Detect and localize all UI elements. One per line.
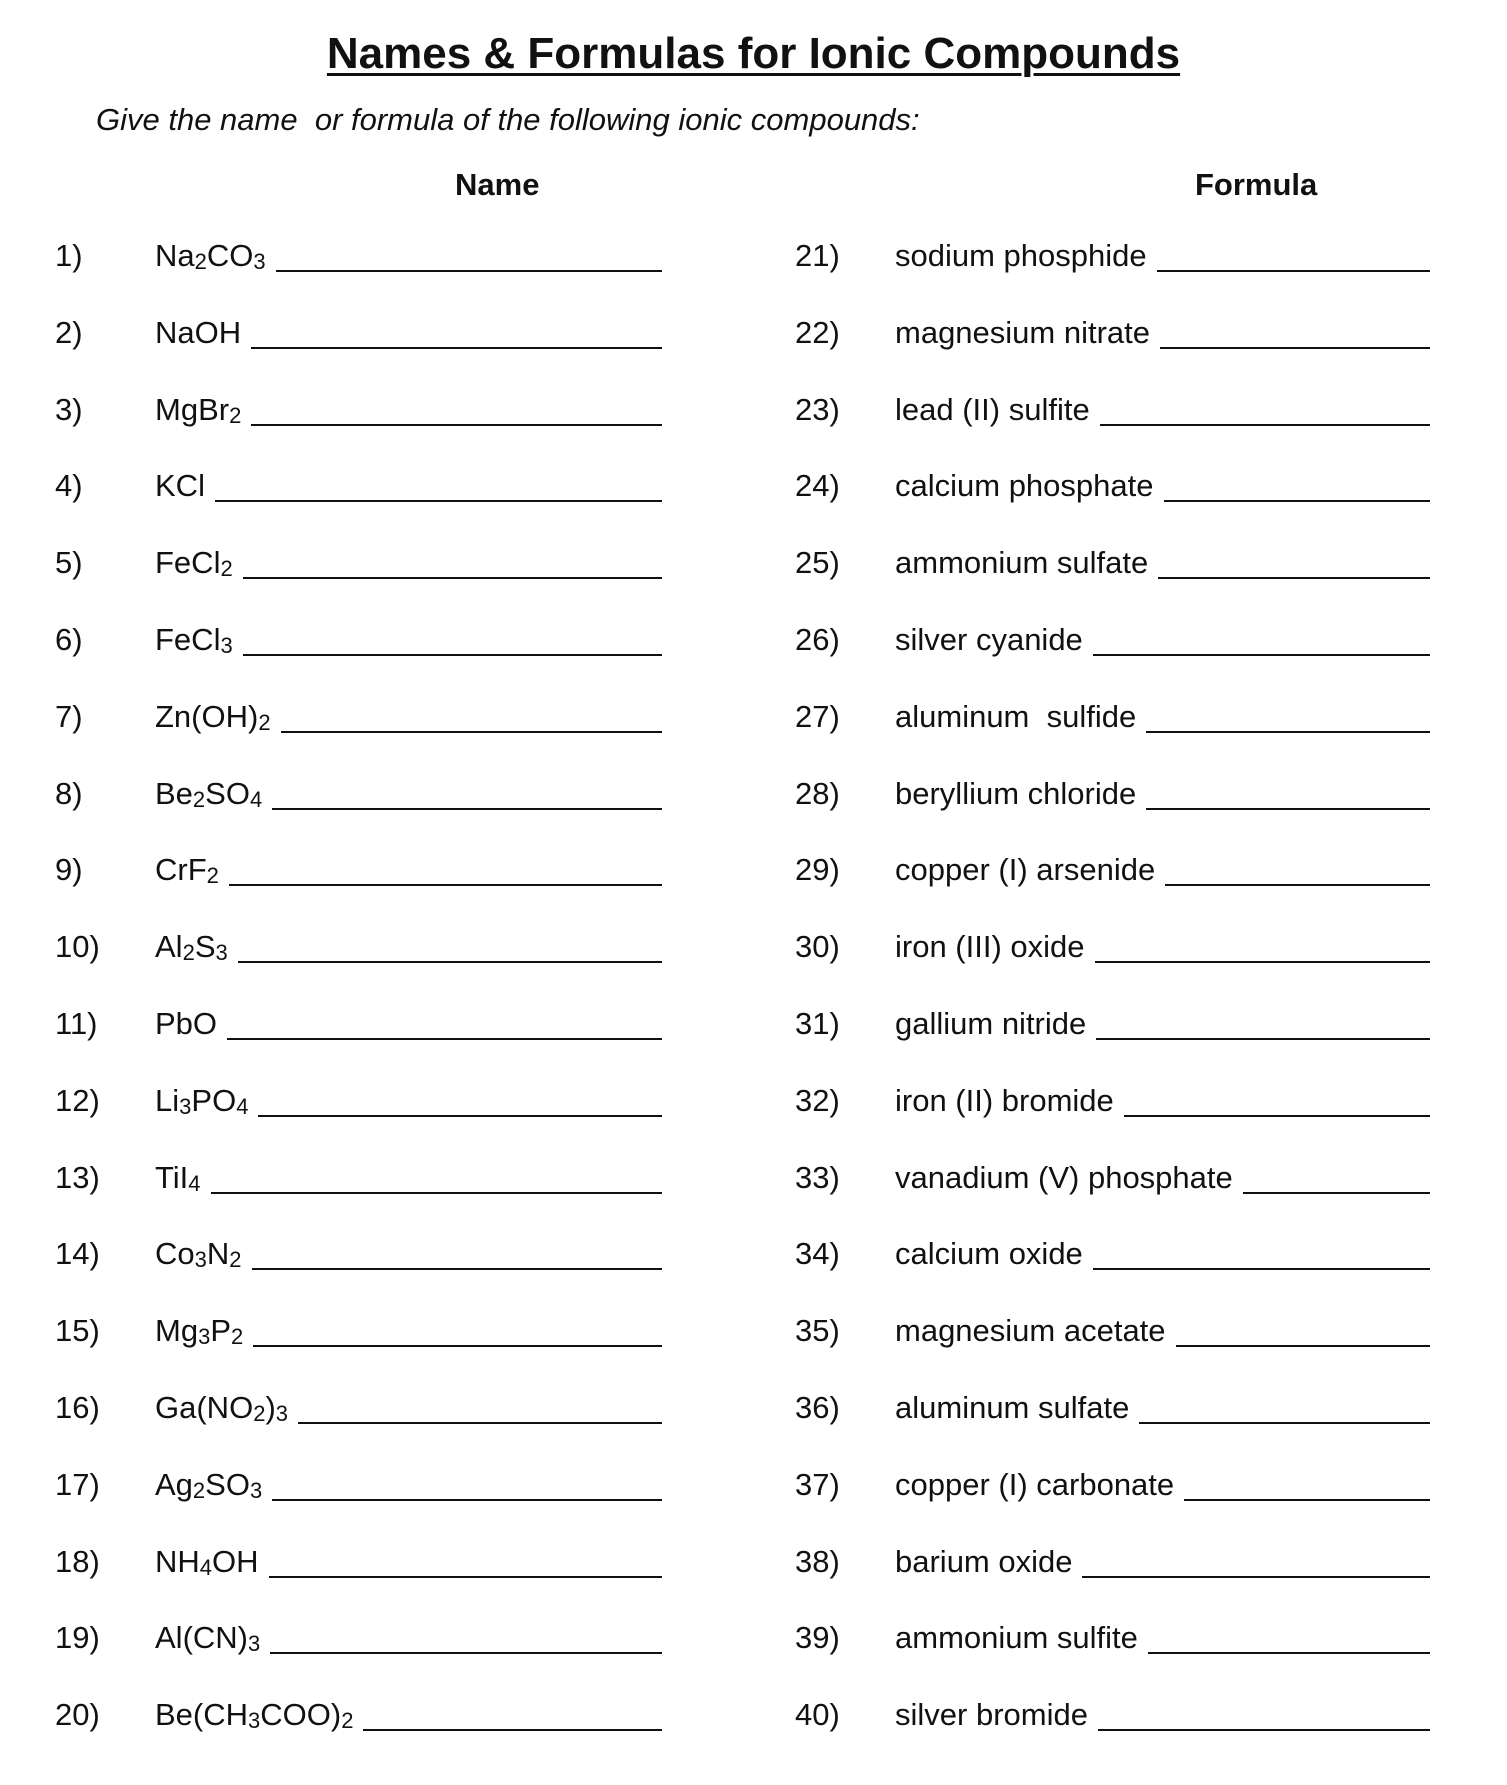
formula-part: Ga(NO — [155, 1390, 254, 1425]
formula-part: N — [206, 1236, 230, 1272]
formula-part: OH — [212, 1543, 259, 1579]
answer-blank[interactable] — [251, 311, 662, 349]
compound-name-row — [795, 614, 1430, 660]
compound-row — [55, 614, 662, 660]
compound-row — [55, 460, 662, 506]
compound-row — [55, 1536, 662, 1582]
question-number: 25) — [795, 545, 840, 581]
answer-blank[interactable] — [1164, 464, 1431, 502]
question-number: 28) — [795, 775, 840, 811]
answer-blank[interactable] — [1148, 1616, 1430, 1654]
answer-blank[interactable] — [1157, 234, 1430, 272]
compound-name: sodium phosphide — [895, 238, 1147, 273]
compound-row — [55, 384, 662, 430]
compound-name: ammonium sulfate — [895, 545, 1149, 581]
compound-name-row — [795, 384, 1430, 430]
answer-blank[interactable] — [1176, 1309, 1430, 1347]
compound-name: aluminum sulfate — [895, 1390, 1130, 1425]
question-number: 10) — [55, 929, 100, 965]
compound-name: barium oxide — [895, 1543, 1073, 1579]
answer-blank[interactable] — [276, 234, 662, 272]
formula-subscript: 3 — [198, 1324, 211, 1350]
formula-part: Mg — [155, 1313, 199, 1349]
answer-blank[interactable] — [229, 848, 662, 886]
formula-part: Al(CN) — [155, 1620, 248, 1656]
answer-blank[interactable] — [1124, 1079, 1430, 1117]
compound-row — [55, 1612, 662, 1658]
formula-column-header: Formula — [1195, 167, 1318, 202]
answer-blank[interactable] — [253, 1309, 662, 1347]
compound-name-row — [795, 998, 1430, 1044]
question-number: 2) — [55, 314, 83, 350]
answer-blank[interactable] — [363, 1693, 662, 1731]
compound-name-row — [795, 1075, 1430, 1121]
compound-row — [55, 1305, 662, 1351]
formula-part: Li — [155, 1082, 180, 1118]
question-number: 1) — [55, 238, 83, 273]
question-number: 8) — [55, 775, 83, 811]
compound-name-row — [795, 1536, 1430, 1582]
question-number: 36) — [795, 1390, 840, 1425]
compound-name-row — [795, 230, 1430, 276]
question-number: 21) — [795, 238, 840, 273]
question-number: 39) — [795, 1620, 840, 1656]
formula-part: COO) — [260, 1697, 342, 1733]
compound-name: lead (II) sulfite — [895, 391, 1090, 427]
question-number: 23) — [795, 391, 840, 427]
formula-subscript: 2 — [182, 940, 195, 966]
formula-subscript: 3 — [253, 249, 266, 274]
compound-row — [55, 1228, 662, 1274]
question-number: 27) — [795, 698, 840, 734]
answer-blank[interactable] — [1093, 618, 1430, 656]
compound-name-row — [795, 844, 1430, 890]
answer-blank[interactable] — [1146, 772, 1430, 810]
question-number: 32) — [795, 1082, 840, 1118]
chemical-formula — [155, 1081, 248, 1121]
formula-part: Na — [155, 238, 195, 273]
formula-part: Zn(OH) — [155, 698, 259, 734]
chemical-formula — [155, 774, 262, 814]
compound-name: copper (I) arsenide — [895, 852, 1156, 888]
formula-subscript: 4 — [188, 1170, 201, 1196]
question-number: 35) — [795, 1313, 840, 1349]
compound-name-row — [795, 691, 1430, 737]
compound-name: aluminum sulfide — [895, 698, 1137, 734]
answer-blank[interactable] — [272, 772, 662, 810]
formula-subscript: 2 — [220, 556, 233, 582]
formula-part: FeCl — [155, 622, 221, 657]
question-number: 26) — [795, 622, 840, 657]
answer-blank[interactable] — [298, 1386, 662, 1424]
formula-subscript: 3 — [179, 1093, 192, 1119]
formula-part: SO — [205, 775, 250, 811]
answer-blank[interactable] — [227, 1002, 662, 1040]
compound-row — [55, 1459, 662, 1505]
question-number: 20) — [55, 1697, 100, 1733]
chemical-formula — [155, 543, 233, 583]
question-number: 37) — [795, 1466, 840, 1502]
compound-name: silver bromide — [895, 1697, 1088, 1733]
chemical-formula — [155, 1388, 288, 1428]
formula-subscript: 3 — [248, 1631, 261, 1657]
chemical-formula — [155, 1234, 242, 1274]
compound-name: calcium phosphate — [895, 468, 1154, 504]
question-number: 29) — [795, 852, 840, 888]
compound-row — [55, 1075, 662, 1121]
chemical-formula — [155, 466, 205, 506]
formula-part: S — [194, 929, 216, 965]
worksheet-title: Names & Formulas for Ionic Compounds — [326, 29, 1181, 78]
question-number: 12) — [55, 1082, 100, 1118]
compound-row — [55, 768, 662, 814]
compound-name-row — [795, 307, 1430, 353]
compound-name-row — [795, 1305, 1430, 1351]
question-number: 4) — [55, 468, 83, 504]
question-number: 14) — [55, 1236, 100, 1272]
answer-blank[interactable] — [238, 925, 662, 963]
formula-part: CrF — [155, 852, 207, 888]
chemical-formula — [155, 697, 271, 737]
formula-subscript: 2 — [192, 1477, 206, 1503]
compound-row — [55, 307, 662, 353]
answer-blank[interactable] — [1158, 541, 1430, 579]
formula-subscript: 3 — [275, 1401, 289, 1426]
answer-blank[interactable] — [243, 618, 662, 656]
answer-blank[interactable] — [272, 1463, 662, 1501]
formula-part: Be(CH — [155, 1697, 249, 1733]
compound-name: ammonium sulfite — [895, 1620, 1138, 1656]
question-number: 11) — [55, 1006, 98, 1041]
question-number: 40) — [795, 1697, 840, 1733]
answer-blank[interactable] — [1095, 925, 1430, 963]
compound-name: silver cyanide — [895, 622, 1083, 657]
answer-blank[interactable] — [1165, 848, 1430, 886]
formula-subscript: 4 — [236, 1093, 249, 1119]
answer-blank[interactable] — [215, 464, 662, 502]
answer-blank[interactable] — [251, 388, 662, 426]
name-column-header: Name — [455, 167, 540, 202]
answer-blank[interactable] — [1160, 311, 1430, 349]
answer-blank[interactable] — [211, 1156, 662, 1194]
formula-part: SO — [205, 1466, 250, 1502]
answer-blank[interactable] — [252, 1232, 662, 1270]
formula-part: KCl — [155, 468, 205, 504]
formula-subscript: 3 — [220, 633, 233, 658]
formula-subscript: 3 — [249, 1477, 263, 1503]
answer-blank[interactable] — [1082, 1540, 1430, 1578]
compound-name-row — [795, 1152, 1430, 1198]
compound-name: calcium oxide — [895, 1236, 1083, 1272]
compound-row — [55, 691, 662, 737]
chemical-formula — [155, 1465, 262, 1505]
answer-blank[interactable] — [1139, 1386, 1430, 1424]
compound-name: magnesium acetate — [895, 1313, 1166, 1349]
answer-blank[interactable] — [1100, 388, 1430, 426]
compound-name-row — [795, 1228, 1430, 1274]
compound-name: vanadium (V) phosphate — [895, 1159, 1233, 1195]
answer-blank[interactable] — [1146, 695, 1430, 733]
formula-part: FeCl — [155, 545, 221, 581]
chemical-formula — [155, 390, 241, 430]
formula-subscript: 2 — [192, 786, 206, 812]
compound-name-row — [795, 1689, 1430, 1735]
compound-name: gallium nitride — [895, 1006, 1087, 1041]
compound-name-row — [795, 1382, 1430, 1428]
compound-row — [55, 1689, 662, 1735]
chemical-formula — [155, 1618, 260, 1658]
question-number: 7) — [55, 698, 83, 734]
formula-part: TiI — [155, 1159, 189, 1195]
question-number: 3) — [55, 391, 83, 427]
question-number: 6) — [55, 622, 83, 657]
compound-name-row — [795, 1459, 1430, 1505]
compound-name: copper (I) carbonate — [895, 1466, 1175, 1502]
formula-part: Ag — [155, 1466, 193, 1502]
compound-name: magnesium nitrate — [895, 314, 1151, 350]
formula-subscript: 2 — [229, 1247, 242, 1273]
answer-blank[interactable] — [1184, 1463, 1430, 1501]
formula-subscript: 3 — [194, 1247, 207, 1273]
answer-blank[interactable] — [1243, 1156, 1430, 1194]
compound-name: iron (II) bromide — [895, 1082, 1114, 1118]
formula-part: P — [210, 1313, 232, 1349]
formula-subscript: 3 — [248, 1708, 261, 1734]
question-number: 38) — [795, 1543, 840, 1579]
answer-blank[interactable] — [1098, 1693, 1430, 1731]
compound-name: iron (III) oxide — [895, 929, 1085, 965]
formula-part: Be — [155, 775, 193, 811]
compound-name-row — [795, 921, 1430, 967]
formula-part: PO — [191, 1082, 237, 1118]
compound-row — [55, 1152, 662, 1198]
formula-part: NH — [155, 1543, 200, 1579]
chemical-formula — [155, 850, 219, 890]
compound-name-row — [795, 537, 1430, 583]
formula-subscript: 2 — [258, 709, 271, 735]
question-number: 13) — [55, 1159, 100, 1195]
compound-name-row — [795, 1612, 1430, 1658]
question-number: 30) — [795, 929, 840, 965]
formula-subscript: 2 — [194, 249, 207, 274]
question-number: 22) — [795, 314, 840, 350]
compound-row — [55, 844, 662, 890]
formula-part: PbO — [155, 1006, 218, 1041]
formula-subscript: 2 — [341, 1708, 354, 1734]
question-number: 33) — [795, 1159, 840, 1195]
chemical-formula — [155, 236, 266, 276]
compound-name: beryllium chloride — [895, 775, 1137, 811]
compound-row — [55, 998, 662, 1044]
formula-subscript: 3 — [215, 940, 228, 966]
formula-subscript: 2 — [231, 1324, 244, 1350]
answer-blank[interactable] — [1093, 1232, 1430, 1270]
question-number: 9) — [55, 852, 83, 888]
formula-subscript: 2 — [206, 863, 219, 889]
compound-row — [55, 537, 662, 583]
formula-subscript: 4 — [249, 786, 263, 812]
answer-blank[interactable] — [1096, 1002, 1430, 1040]
formula-subscript: 4 — [199, 1554, 213, 1580]
question-number: 16) — [55, 1390, 100, 1425]
instructions: Give the name or formula of the following ionic compounds: — [96, 102, 920, 137]
question-number: 5) — [55, 545, 83, 581]
formula-part: CO — [206, 238, 254, 273]
formula-subscript: 2 — [229, 402, 242, 428]
compound-name-row — [795, 768, 1430, 814]
compound-name-row — [795, 460, 1430, 506]
chemical-formula — [155, 1542, 259, 1582]
answer-blank[interactable] — [281, 695, 662, 733]
formula-part: Co — [155, 1236, 195, 1272]
chemical-formula — [155, 1311, 243, 1351]
compound-row — [55, 921, 662, 967]
question-number: 24) — [795, 468, 840, 504]
answer-blank[interactable] — [243, 541, 662, 579]
question-number: 18) — [55, 1543, 100, 1579]
question-number: 17) — [55, 1466, 100, 1502]
chemical-formula — [155, 1695, 353, 1735]
formula-part: NaOH — [155, 314, 242, 350]
chemical-formula — [155, 927, 228, 967]
question-number: 34) — [795, 1236, 840, 1272]
answer-blank[interactable] — [258, 1079, 662, 1117]
formula-part: Al — [155, 929, 183, 965]
formula-subscript: 2 — [253, 1401, 266, 1426]
answer-blank[interactable] — [270, 1616, 662, 1654]
question-number: 19) — [55, 1620, 100, 1656]
question-number: 31) — [795, 1006, 840, 1041]
compound-row — [55, 1382, 662, 1428]
question-number: 15) — [55, 1313, 100, 1349]
answer-blank[interactable] — [269, 1540, 662, 1578]
formula-part: ) — [265, 1390, 276, 1425]
formula-part: MgBr — [155, 391, 230, 427]
chemical-formula — [155, 1004, 217, 1044]
chemical-formula — [155, 1158, 201, 1198]
chemical-formula — [155, 313, 241, 353]
compound-row — [55, 230, 662, 276]
chemical-formula — [155, 620, 233, 660]
